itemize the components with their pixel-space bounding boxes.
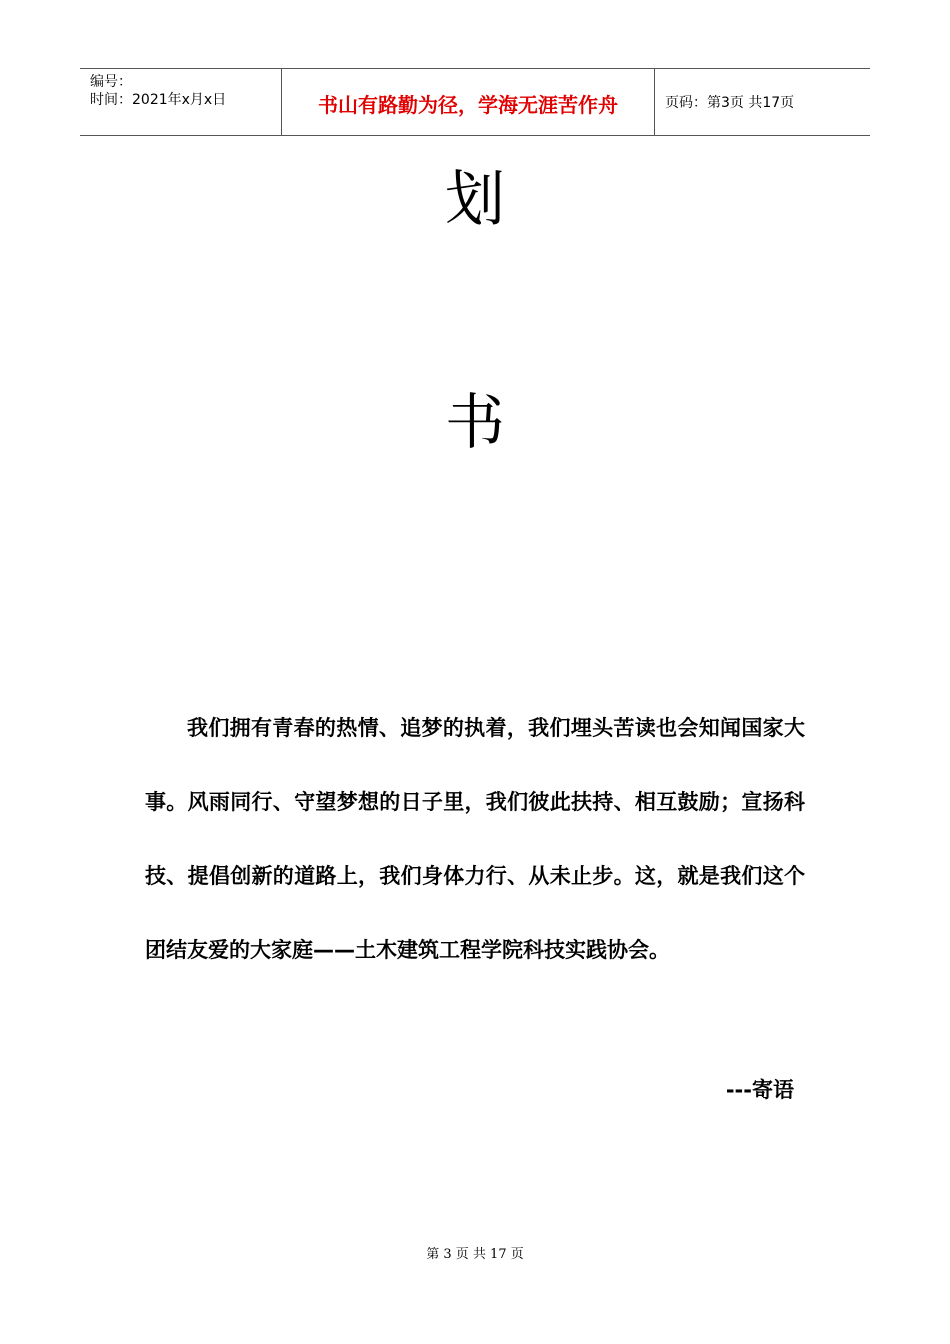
- number-label: 编号：: [90, 74, 132, 90]
- signature: ---寄语: [725, 1078, 794, 1102]
- header-page-cell: [655, 69, 870, 135]
- date-label: 时间：2021年x月x日: [90, 92, 227, 108]
- header-motto-cell: [281, 69, 655, 135]
- header-page-info: 页码：第3页 共17页: [665, 95, 795, 111]
- body-paragraph: 我们拥有青春的热情、追梦的执着，我们埋头苦读也会知闻国家大事。风雨同行、守望梦想的日子里，我们彼此扶持、相互鼓励；宣扬科技、提倡创新的道路上，我们身体力行、从未止步。这，就是我们这个团结友爱的大家庭——土木建筑工程学院科技实践协会。: [145, 716, 805, 962]
- page-footer: 第 3 页 共 17 页: [426, 1247, 524, 1262]
- header-motto: 书山有路勤为径，学海无涯苦作舟: [318, 93, 618, 117]
- title-char-1: 划: [445, 165, 505, 235]
- header-info-cell: [80, 69, 281, 135]
- document-header: [80, 68, 870, 136]
- title-char-2: 书: [445, 388, 505, 458]
